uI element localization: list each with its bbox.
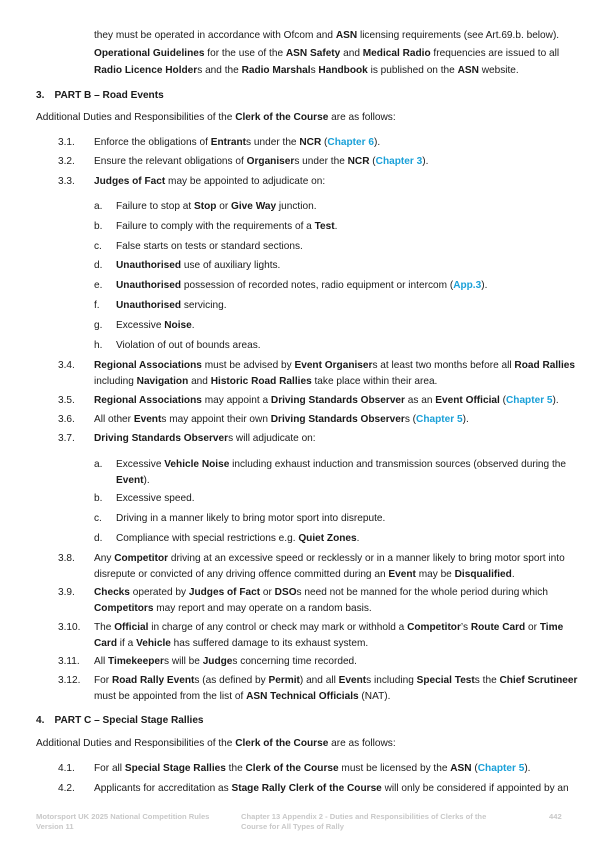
item-3-7-a-line-2: Event). xyxy=(116,475,150,486)
item-3-6-number: 3.6. xyxy=(58,414,75,425)
item-3-12-number: 3.12. xyxy=(58,675,81,686)
item-3-1-text: Enforce the obligations of Entrants under the NCR (Chapter 6). xyxy=(94,137,381,148)
item-3-3-h-letter: h. xyxy=(94,340,103,351)
item-3-7-number: 3.7. xyxy=(58,433,75,444)
item-3-3-f-letter: f. xyxy=(94,300,100,311)
item-3-11-text: All Timekeepers will be Judges concerning time recorded. xyxy=(94,656,357,667)
item-3-3-a-letter: a. xyxy=(94,201,103,212)
item-3-3-e-letter: e. xyxy=(94,280,103,291)
item-3-7-b-letter: b. xyxy=(94,493,103,504)
item-3-12-line-1: For Road Rally Events (as defined by Permit) and all Events including Special Tests the Chief Scrutineer xyxy=(94,675,578,686)
item-3-2-text: Ensure the relevant obligations of Organisers under the NCR (Chapter 3). xyxy=(94,156,429,167)
intro-line-1: they must be operated in accordance with Ofcom and ASN licensing requirements (see Art.69.b. below). xyxy=(94,30,560,41)
item-4-2-text: Applicants for accreditation as Stage Rally Clerk of the Course will only be considered if appointed by an xyxy=(94,783,569,794)
footer-left-line-2: Version 11 xyxy=(36,822,74,831)
item-3-8-line-1: Any Competitor driving at an excessive speed or recklessly or in a manner likely to bring motor sport into xyxy=(94,553,565,564)
chapter-3-link[interactable]: Chapter 3 xyxy=(375,156,423,167)
footer-left-line-1: Motorsport UK 2025 National Competition Rules xyxy=(36,812,210,821)
item-3-8-number: 3.8. xyxy=(58,553,75,564)
section-3-intro: Additional Duties and Responsibilities of the Clerk of the Course are as follows: xyxy=(36,112,396,123)
item-3-1-number: 3.1. xyxy=(58,137,75,148)
item-3-3-g-letter: g. xyxy=(94,320,103,331)
item-3-3-d-text: Unauthorised use of auxiliary lights. xyxy=(116,260,281,271)
item-3-7-d-text: Compliance with special restrictions e.g. Quiet Zones. xyxy=(116,533,360,544)
item-3-7-b-text: Excessive speed. xyxy=(116,493,195,504)
chapter-5-link[interactable]: Chapter 5 xyxy=(477,763,525,774)
section-4-intro: Additional Duties and Responsibilities of the Clerk of the Course are as follows: xyxy=(36,738,396,749)
app-3-link[interactable]: App.3 xyxy=(453,280,482,291)
page-number: 442 xyxy=(549,812,562,821)
item-3-2-number: 3.2. xyxy=(58,156,75,167)
footer-middle-line-2: Course for All Types of Rally xyxy=(241,822,344,831)
item-3-5-number: 3.5. xyxy=(58,395,75,406)
item-3-7-a-line-1: Excessive Vehicle Noise including exhaust induction and transmission sources (observed during the xyxy=(116,459,566,470)
item-3-7-c-text: Driving in a manner likely to bring motor sport into disrepute. xyxy=(116,513,386,524)
item-3-11-number: 3.11. xyxy=(58,656,80,667)
item-3-3-text: Judges of Fact may be appointed to adjudicate on: xyxy=(94,176,326,187)
section-3-heading: 3. PART B – Road Events xyxy=(36,90,164,101)
item-3-3-h-text: Violation of out of bounds areas. xyxy=(116,340,261,351)
item-3-3-f-text: Unauthorised servicing. xyxy=(116,300,227,311)
item-3-3-b-letter: b. xyxy=(94,221,103,232)
chapter-6-link[interactable]: Chapter 6 xyxy=(327,137,374,148)
item-3-4-line-2: including Navigation and Historic Road Rallies take place within their area. xyxy=(94,376,438,387)
item-3-9-line-2: Competitors may report and may operate on a random basis. xyxy=(94,603,372,614)
chapter-5-link[interactable]: Chapter 5 xyxy=(416,414,463,425)
intro-line-2: Operational Guidelines for the use of the ASN Safety and Medical Radio frequencies are issued to all xyxy=(94,48,560,59)
item-3-3-e-text: Unauthorised possession of recorded notes, radio equipment or intercom (App.3). xyxy=(116,280,488,291)
item-3-4-number: 3.4. xyxy=(58,360,75,371)
item-3-10-line-2: Card if a Vehicle has suffered damage to its exhaust system. xyxy=(94,638,369,649)
item-3-3-b-text: Failure to comply with the requirements of a Test. xyxy=(116,221,338,232)
item-3-3-g-text: Excessive Noise. xyxy=(116,320,195,331)
item-3-8-line-2: disrepute or convicted of any driving offence committed during an Event may be Disqualified. xyxy=(94,569,515,580)
item-3-10-line-1: The Official in charge of any control or check may mark or withhold a Competitor’s Route Card or Time xyxy=(94,622,564,633)
section-4-heading: 4. PART C – Special Stage Rallies xyxy=(36,715,204,726)
item-3-3-a-text: Failure to stop at Stop or Give Way junction. xyxy=(116,201,317,212)
item-3-6-text: All other Events may appoint their own Driving Standards Observers (Chapter 5). xyxy=(94,414,469,425)
item-3-7-d-letter: d. xyxy=(94,533,103,544)
item-3-3-c-letter: c. xyxy=(94,241,102,252)
item-3-10-number: 3.10. xyxy=(58,622,81,633)
item-4-1-number: 4.1. xyxy=(58,763,75,774)
item-3-5-text: Regional Associations may appoint a Driving Standards Observer as an Event Official (Chapter 5). xyxy=(94,395,559,406)
item-3-12-line-2: must be appointed from the list of ASN Technical Officials (NAT). xyxy=(94,691,391,702)
item-3-9-line-1: Checks operated by Judges of Fact or DSOs need not be manned for the whole period during which xyxy=(94,587,548,598)
item-3-4-line-1: Regional Associations must be advised by Event Organisers at least two months before all Road Rallies xyxy=(94,360,575,371)
item-3-7-a-letter: a. xyxy=(94,459,103,470)
item-3-7-text: Driving Standards Observers will adjudicate on: xyxy=(94,433,316,444)
item-3-7-c-letter: c. xyxy=(94,513,102,524)
item-3-9-number: 3.9. xyxy=(58,587,75,598)
intro-line-3: Radio Licence Holders and the Radio Marshals Handbook is published on the ASN website. xyxy=(94,65,519,76)
item-3-3-c-text: False starts on tests or standard sections. xyxy=(116,241,303,252)
footer-middle-line-1: Chapter 13 Appendix 2 - Duties and Responsibilities of Clerks of the xyxy=(241,812,487,821)
item-3-3-d-letter: d. xyxy=(94,260,103,271)
item-4-1-text: For all Special Stage Rallies the Clerk of the Course must be licensed by the ASN (Chapter 5). xyxy=(94,763,531,774)
item-4-2-number: 4.2. xyxy=(58,783,75,794)
item-3-3-number: 3.3. xyxy=(58,176,75,187)
chapter-5-link[interactable]: Chapter 5 xyxy=(505,395,553,406)
